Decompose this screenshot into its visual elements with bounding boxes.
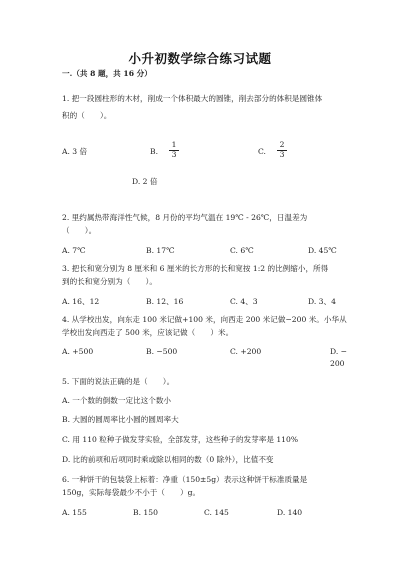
question-5-choice-c: C. 用 110 粒种子做发芽实验，全部发芽，这些种子的发芽率是 110%: [62, 435, 299, 444]
question-4-option-d-continued: 200: [330, 359, 345, 368]
section-heading: 一.（共 8 题，共 16 分）: [62, 69, 152, 78]
fraction-denominator: 3: [171, 150, 177, 159]
question-2-line-2: （ ）。: [62, 226, 97, 235]
question-3-option-d: D. 3、4: [308, 297, 336, 306]
question-5-line-1: 5. 下面的说法正确的是（ ）。: [62, 377, 175, 386]
question-1-option-b-label: B.: [150, 147, 158, 156]
question-4-line-2: 学校出发向西走了 500 米，应该记做（ ）米。: [62, 328, 234, 337]
question-3-option-a: A. 16、12: [62, 297, 100, 306]
question-2-option-d: D. 45℃: [308, 246, 337, 255]
question-2-option-a: A. 7℃: [62, 246, 86, 255]
question-4-option-d: D. −: [330, 347, 348, 356]
question-4-line-1: 4. 从学校出发，向东走 100 米记做+100 米，向西走 200 米记做−200 米。小华从: [62, 315, 347, 324]
question-1-line-1: 1. 把一段圆柱形的木材，削成一个体积最大的圆锥，削去部分的体积是圆锥体: [62, 94, 323, 103]
question-6-line-2: 150g，实际每袋最少不小于（ ）g。: [62, 488, 201, 497]
question-6-option-d: D. 140: [277, 508, 303, 517]
question-1-option-c-label: C.: [258, 147, 266, 156]
fraction-denominator: 3: [279, 150, 285, 159]
question-2-line-1: 2. 里约属热带海洋性气候，8 月份的平均气温在 19℃ - 26℃，日温差为: [62, 213, 308, 222]
question-3-line-2: 到的长和宽分别为（ ）。: [62, 277, 157, 286]
question-4-option-a: A. +500: [62, 347, 94, 356]
fraction-numerator: 1: [171, 140, 177, 149]
question-6-option-b: B. 150: [133, 508, 158, 517]
question-3-option-c: C. 4、3: [230, 297, 258, 306]
question-1-option-c-fraction: [277, 141, 287, 159]
question-5-choice-d: D. 比的前项和后项同时乘或除以相同的数（0 除外），比值不变: [62, 455, 274, 464]
question-5-choice-a: A. 一个数的倒数一定比这个数小: [62, 396, 172, 405]
question-6-option-a: A. 155: [62, 508, 87, 517]
question-3-line-1: 3. 把长和宽分别为 8 厘米和 6 厘米的长方形的长和宽按 1:2 的比例缩小，所得: [62, 264, 329, 273]
question-4-option-b: B. −500: [146, 347, 178, 356]
question-1-option-d: D. 2 倍: [132, 177, 158, 186]
question-5-choice-b: B. 大圆的圆周率比小圆的圆周率大: [62, 415, 179, 424]
question-3-option-b: B. 12、16: [146, 297, 184, 306]
question-2-option-c: C. 6℃: [230, 246, 254, 255]
question-6-option-c: C. 145: [204, 508, 229, 517]
page-title: 小升初数学综合练习试题: [128, 51, 272, 66]
question-1-option-b-fraction: [169, 141, 179, 159]
question-4-option-c: C. +200: [230, 347, 262, 356]
question-1-line-2: 积的（ ）。: [62, 111, 112, 120]
question-1-option-a: A. 3 倍: [62, 147, 88, 156]
fraction-numerator: 2: [279, 140, 285, 149]
question-2-option-b: B. 17℃: [146, 246, 175, 255]
question-6-line-1: 6. 一种饼干的包装袋上标着：净重（150±5g）表示这种饼干标准质量是: [62, 475, 308, 484]
